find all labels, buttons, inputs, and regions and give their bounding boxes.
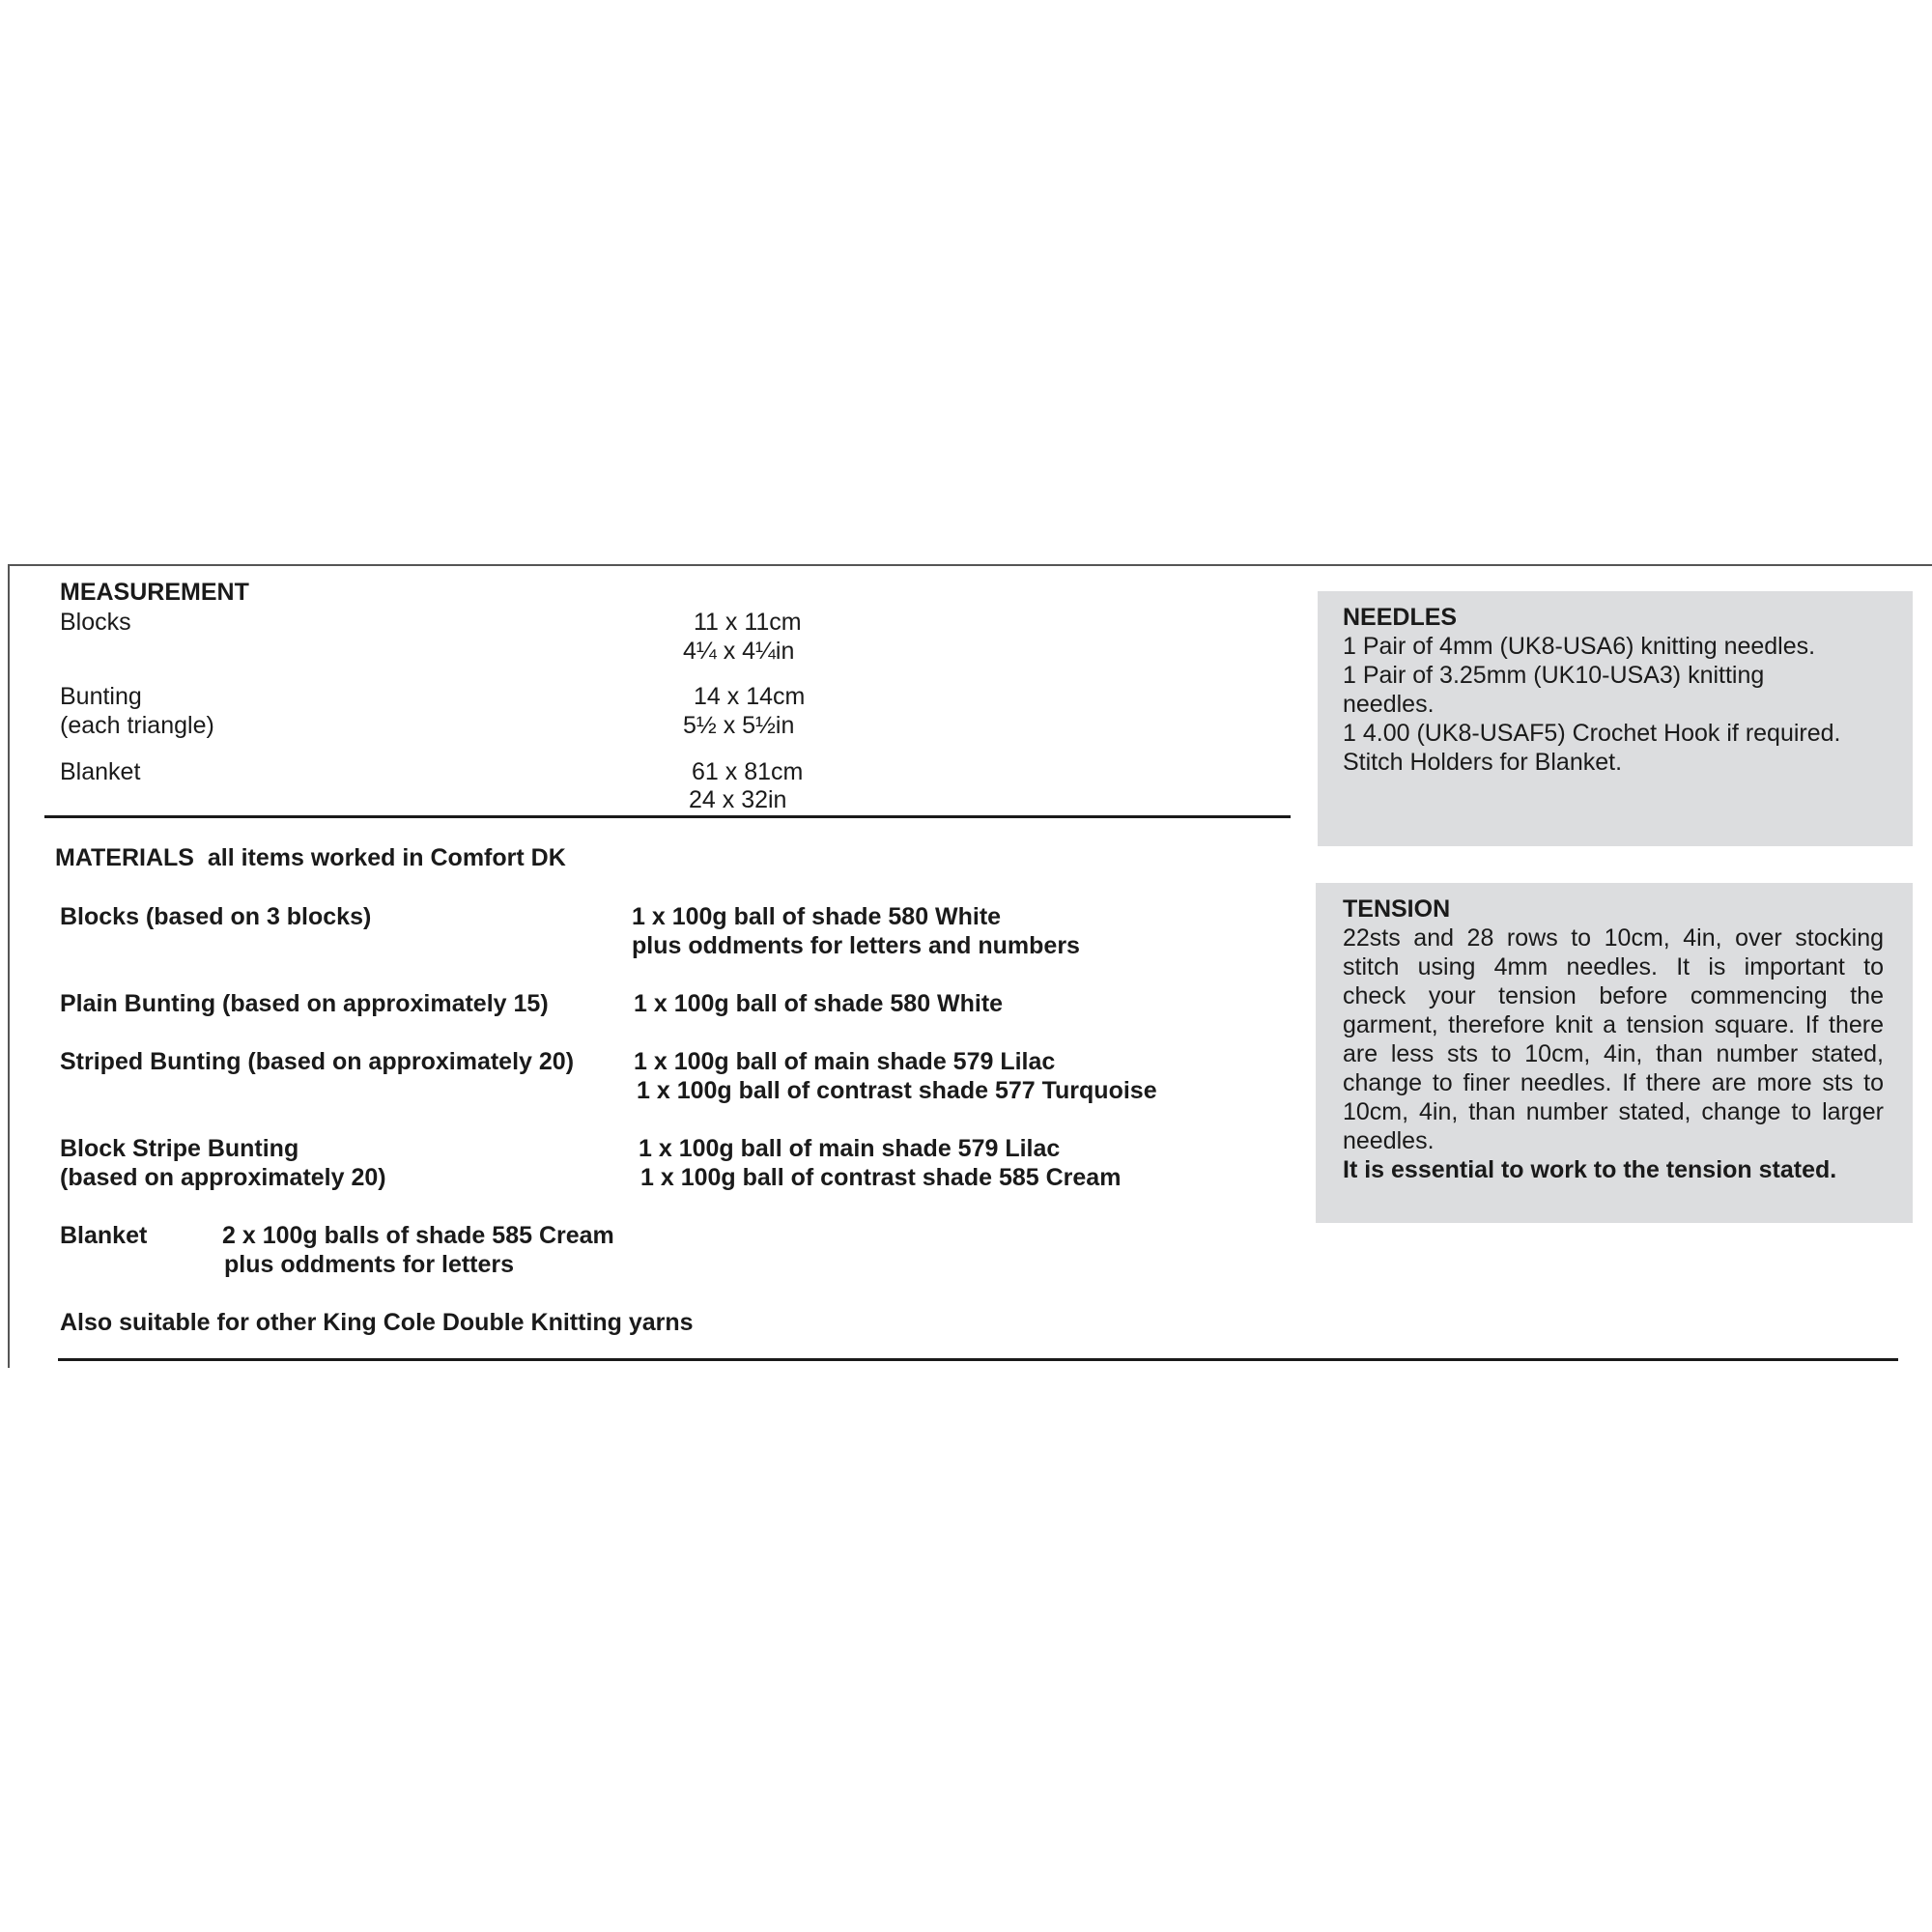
materials-blocks-line1: 1 x 100g ball of shade 580 White (632, 903, 1002, 930)
needles-panel (1318, 591, 1913, 846)
measurement-title: MEASUREMENT (60, 579, 249, 606)
tension-line-8: needles. (1343, 1127, 1435, 1154)
needles-line-4: 1 4.00 (UK8-USAF5) Crochet Hook if required. (1343, 720, 1841, 747)
materials-striped-line1: 1 x 100g ball of main shade 579 Lilac (634, 1048, 1056, 1075)
materials-plain-label: Plain Bunting (based on approximately 15) (60, 990, 549, 1017)
materials-striped-label: Striped Bunting (based on approximately 20) (60, 1048, 575, 1075)
materials-blockstripe-sublabel: (based on approximately 20) (60, 1164, 386, 1191)
materials-plain-line1: 1 x 100g ball of shade 580 White (634, 990, 1004, 1017)
tension-line-4: garment, therefore knit a tension square. If there (1343, 1011, 1884, 1038)
bottom-rule (58, 1358, 1898, 1361)
measurement-bunting-cm: 14 x 14cm (694, 683, 806, 710)
tension-title: TENSION (1343, 895, 1451, 923)
section-divider (44, 815, 1291, 818)
materials-blockstripe-line2: 1 x 100g ball of contrast shade 585 Cream (640, 1164, 1122, 1191)
materials-title: MATERIALS all items worked in Comfort DK (55, 844, 566, 871)
needles-line-1: 1 Pair of 4mm (UK8-USA6) knitting needles. (1343, 633, 1816, 660)
tension-line-5: are less sts to 10cm, 4in, than number stated, (1343, 1040, 1884, 1067)
tension-line-7: 10cm, 4in, than number stated, change to larger (1343, 1098, 1884, 1125)
needles-line-3: needles. (1343, 691, 1435, 718)
materials-blocks-line2: plus oddments for letters and numbers (632, 932, 1080, 959)
measurement-bunting-in: 5½ x 5½in (683, 712, 795, 739)
needles-title: NEEDLES (1343, 604, 1458, 631)
materials-also-note: Also suitable for other King Cole Double Knitting yarns (60, 1309, 694, 1336)
measurement-blocks-in: 4¼ x 4¼in (683, 638, 795, 665)
tension-line-6: change to finer needles. If there are more sts to (1343, 1069, 1884, 1096)
measurement-bunting-sublabel: (each triangle) (60, 712, 214, 739)
measurement-blanket-cm: 61 x 81cm (692, 758, 804, 785)
measurement-blanket-in: 24 x 32in (689, 786, 787, 813)
needles-line-2: 1 Pair of 3.25mm (UK10-USA3) knitting (1343, 662, 1765, 689)
tension-line-2: stitch using 4mm needles. It is important to (1343, 953, 1884, 980)
tension-line-3: check your tension before commencing the (1343, 982, 1884, 1009)
frame-top-border (10, 564, 1932, 566)
measurement-blanket-label: Blanket (60, 758, 141, 785)
tension-line-1: 22sts and 28 rows to 10cm, 4in, over stocking (1343, 924, 1884, 952)
measurement-bunting-label: Bunting (60, 683, 142, 710)
materials-blockstripe-label: Block Stripe Bunting (60, 1135, 299, 1162)
materials-blanket-label: Blanket (60, 1222, 148, 1249)
tension-panel (1316, 883, 1913, 1223)
tension-emphasis: It is essential to work to the tension stated. (1343, 1156, 1837, 1183)
materials-blanket-line2: plus oddments for letters (224, 1251, 515, 1278)
frame-left-border (8, 564, 10, 1368)
materials-blockstripe-line1: 1 x 100g ball of main shade 579 Lilac (639, 1135, 1061, 1162)
measurement-blocks-label: Blocks (60, 609, 131, 636)
needles-line-5: Stitch Holders for Blanket. (1343, 749, 1623, 776)
measurement-blocks-cm: 11 x 11cm (694, 609, 802, 636)
materials-blocks-label: Blocks (based on 3 blocks) (60, 903, 372, 930)
materials-blanket-line1: 2 x 100g balls of shade 585 Cream (222, 1222, 614, 1249)
materials-striped-line2: 1 x 100g ball of contrast shade 577 Turquoise (637, 1077, 1157, 1104)
